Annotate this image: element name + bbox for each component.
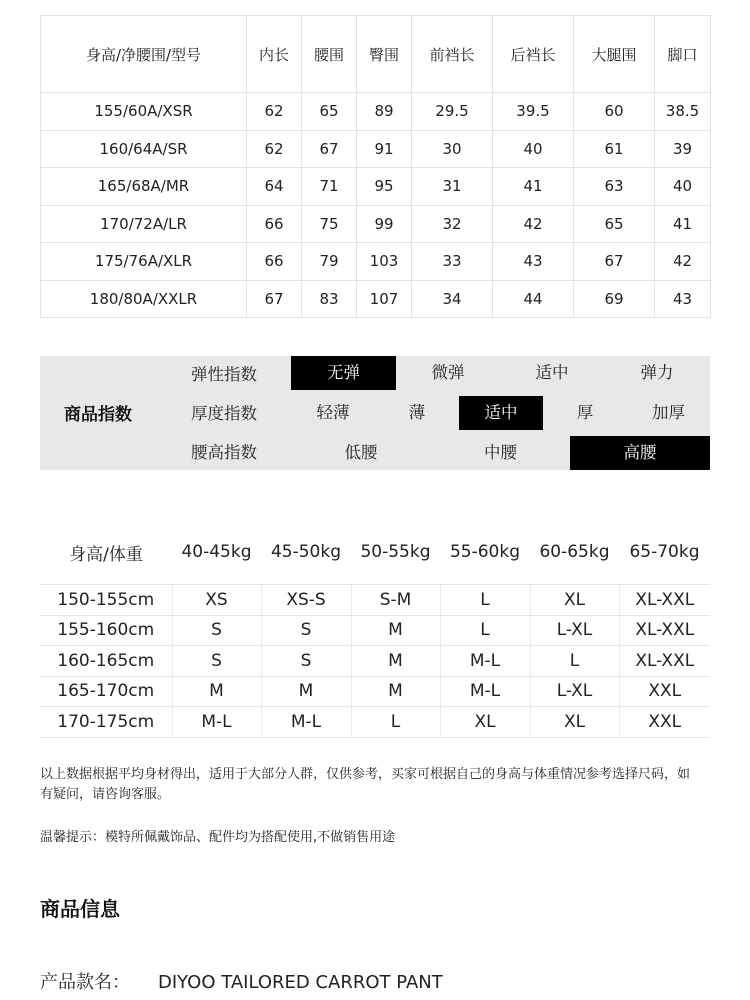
elasticity-label: 弹性指数 bbox=[191, 365, 257, 384]
header-size-spec: 身高/净腰围/型号 bbox=[41, 16, 247, 93]
product-info-title: 商品信息 bbox=[40, 897, 120, 921]
table-cell: 41 bbox=[655, 205, 711, 243]
table-cell: S bbox=[261, 646, 351, 677]
table-cell: 170/72A/LR bbox=[41, 205, 247, 243]
table-cell: 41 bbox=[493, 168, 574, 206]
table-cell: M-L bbox=[261, 707, 351, 738]
table-cell: XL-XXL bbox=[619, 615, 710, 646]
thickness-option-medium: 适中 bbox=[459, 396, 543, 430]
waist-option-mid: 中腰 bbox=[484, 443, 517, 462]
table-cell: 63 bbox=[574, 168, 655, 206]
accessory-tip: 温馨提示：模特所佩戴饰品、配件均为搭配使用,不做销售用途 bbox=[40, 830, 396, 845]
table-cell: 32 bbox=[412, 205, 493, 243]
table-cell: L-XL bbox=[530, 615, 619, 646]
table-cell: M bbox=[172, 676, 261, 707]
header-waist: 腰围 bbox=[302, 16, 357, 93]
thickness-option-thin: 薄 bbox=[408, 403, 426, 422]
table-cell: 79 bbox=[302, 243, 357, 281]
table-cell: 103 bbox=[357, 243, 412, 281]
thickness-option-thick: 厚 bbox=[576, 403, 594, 422]
table-cell: 170-175cm bbox=[40, 707, 172, 738]
table-cell: 175/76A/XLR bbox=[41, 243, 247, 281]
header-back-rise: 后裆长 bbox=[493, 16, 574, 93]
table-cell: 67 bbox=[574, 243, 655, 281]
table-cell: M bbox=[351, 615, 440, 646]
table-cell: XL bbox=[530, 707, 619, 738]
size-table-header bbox=[41, 16, 711, 93]
table-cell: 34 bbox=[412, 280, 493, 318]
table-cell: L-XL bbox=[530, 676, 619, 707]
table-cell: 75 bbox=[302, 205, 357, 243]
table-cell: L bbox=[530, 646, 619, 677]
table-cell: 61 bbox=[574, 130, 655, 168]
table-cell: 30 bbox=[412, 130, 493, 168]
table-row bbox=[40, 707, 710, 738]
table-cell: M-L bbox=[440, 676, 530, 707]
table-cell: 66 bbox=[247, 243, 302, 281]
table-cell: 155/60A/XSR bbox=[41, 93, 247, 131]
table-cell: 62 bbox=[247, 130, 302, 168]
header-inseam: 内长 bbox=[247, 16, 302, 93]
table-row bbox=[40, 646, 710, 677]
header-weight-50-55: 50-55kg bbox=[360, 542, 431, 562]
table-cell: 83 bbox=[302, 280, 357, 318]
table-cell: 40 bbox=[493, 130, 574, 168]
table-cell: 39 bbox=[655, 130, 711, 168]
thickness-label: 厚度指数 bbox=[191, 404, 257, 423]
hw-table-header bbox=[40, 520, 710, 585]
elasticity-option-stretch: 弹力 bbox=[640, 363, 674, 382]
table-cell: 42 bbox=[655, 243, 711, 281]
table-cell: 31 bbox=[412, 168, 493, 206]
waist-option-high: 高腰 bbox=[570, 436, 710, 470]
table-cell: 67 bbox=[302, 130, 357, 168]
header-weight-45-50: 45-50kg bbox=[270, 542, 342, 562]
table-row bbox=[40, 676, 710, 707]
table-cell: XXL bbox=[619, 707, 710, 738]
table-cell: M-L bbox=[440, 646, 530, 677]
table-cell: 67 bbox=[247, 280, 302, 318]
table-cell: 44 bbox=[493, 280, 574, 318]
table-cell: XL-XXL bbox=[619, 585, 710, 616]
header-hip: 臀围 bbox=[357, 16, 412, 93]
table-cell: L bbox=[440, 615, 530, 646]
table-cell: 99 bbox=[357, 205, 412, 243]
header-hem: 脚口 bbox=[655, 16, 711, 93]
thickness-option-light: 轻薄 bbox=[316, 403, 350, 422]
table-cell: S bbox=[172, 646, 261, 677]
table-cell: S bbox=[172, 615, 261, 646]
table-cell: XL bbox=[440, 707, 530, 738]
header-front-rise: 前裆长 bbox=[412, 16, 493, 93]
header-weight-40-45: 40-45kg bbox=[181, 542, 252, 562]
table-cell: S bbox=[261, 615, 351, 646]
table-row bbox=[41, 130, 711, 168]
product-index-label: 商品指数 bbox=[64, 405, 132, 425]
table-cell: 42 bbox=[493, 205, 574, 243]
table-cell: L bbox=[440, 585, 530, 616]
table-cell: 91 bbox=[357, 130, 412, 168]
table-cell: L bbox=[351, 707, 440, 738]
table-row bbox=[41, 280, 711, 318]
product-index-panel bbox=[40, 356, 710, 470]
product-model-row bbox=[40, 968, 443, 994]
table-cell: 65 bbox=[574, 205, 655, 243]
table-cell: 33 bbox=[412, 243, 493, 281]
table-row bbox=[40, 585, 710, 616]
table-cell: 107 bbox=[357, 280, 412, 318]
table-row bbox=[41, 168, 711, 206]
table-cell: 64 bbox=[247, 168, 302, 206]
header-height-weight: 身高/体重 bbox=[69, 544, 143, 565]
table-cell: 160-165cm bbox=[40, 646, 172, 677]
table-cell: XS bbox=[172, 585, 261, 616]
header-weight-55-60: 55-60kg bbox=[449, 542, 521, 562]
table-cell: M bbox=[351, 646, 440, 677]
table-cell: 29.5 bbox=[412, 93, 493, 131]
table-row bbox=[41, 243, 711, 281]
header-weight-65-70: 65-70kg bbox=[629, 542, 700, 562]
table-cell: 155-160cm bbox=[40, 615, 172, 646]
product-model-label: 产品款名： bbox=[40, 972, 130, 993]
table-row bbox=[40, 615, 710, 646]
size-chart-table bbox=[40, 15, 711, 318]
table-cell: 69 bbox=[574, 280, 655, 318]
table-row bbox=[41, 205, 711, 243]
table-cell: XS-S bbox=[261, 585, 351, 616]
elasticity-option-none: 无弹 bbox=[291, 356, 396, 390]
waist-option-low: 低腰 bbox=[344, 443, 378, 462]
table-cell: 150-155cm bbox=[40, 585, 172, 616]
height-weight-table bbox=[40, 520, 710, 738]
table-cell: 62 bbox=[247, 93, 302, 131]
elasticity-option-medium: 适中 bbox=[535, 363, 569, 382]
product-model-value: DIYOO TAILORED CARROT PANT bbox=[158, 972, 443, 993]
table-cell: 165-170cm bbox=[40, 676, 172, 707]
waist-height-label: 腰高指数 bbox=[191, 443, 257, 462]
table-cell: 89 bbox=[357, 93, 412, 131]
table-cell: 165/68A/MR bbox=[41, 168, 247, 206]
table-cell: XL bbox=[530, 585, 619, 616]
table-cell: 43 bbox=[493, 243, 574, 281]
header-thigh: 大腿围 bbox=[574, 16, 655, 93]
table-cell: 160/64A/SR bbox=[41, 130, 247, 168]
table-cell: 60 bbox=[574, 93, 655, 131]
table-cell: 95 bbox=[357, 168, 412, 206]
thickness-option-extra-thick: 加厚 bbox=[652, 403, 685, 422]
table-cell: M-L bbox=[172, 707, 261, 738]
table-cell: 38.5 bbox=[655, 93, 711, 131]
table-cell: M bbox=[351, 676, 440, 707]
elasticity-option-slight: 微弹 bbox=[431, 363, 465, 382]
sizing-disclaimer: 以上数据根据平均身材得出，适用于大部分人群，仅供参考，买家可根据自己的身高与体重情况参考选择尺码，如有疑问，请咨询客服。 bbox=[40, 767, 691, 802]
table-cell: 39.5 bbox=[493, 93, 574, 131]
table-cell: S-M bbox=[351, 585, 440, 616]
table-cell: XL-XXL bbox=[619, 646, 710, 677]
table-cell: 66 bbox=[247, 205, 302, 243]
table-row bbox=[41, 93, 711, 131]
table-cell: M bbox=[261, 676, 351, 707]
table-cell: 71 bbox=[302, 168, 357, 206]
table-cell: 65 bbox=[302, 93, 357, 131]
header-weight-60-65: 60-65kg bbox=[539, 542, 610, 562]
table-cell: 40 bbox=[655, 168, 711, 206]
table-cell: 43 bbox=[655, 280, 711, 318]
table-cell: 180/80A/XXLR bbox=[41, 280, 247, 318]
table-cell: XXL bbox=[619, 676, 710, 707]
